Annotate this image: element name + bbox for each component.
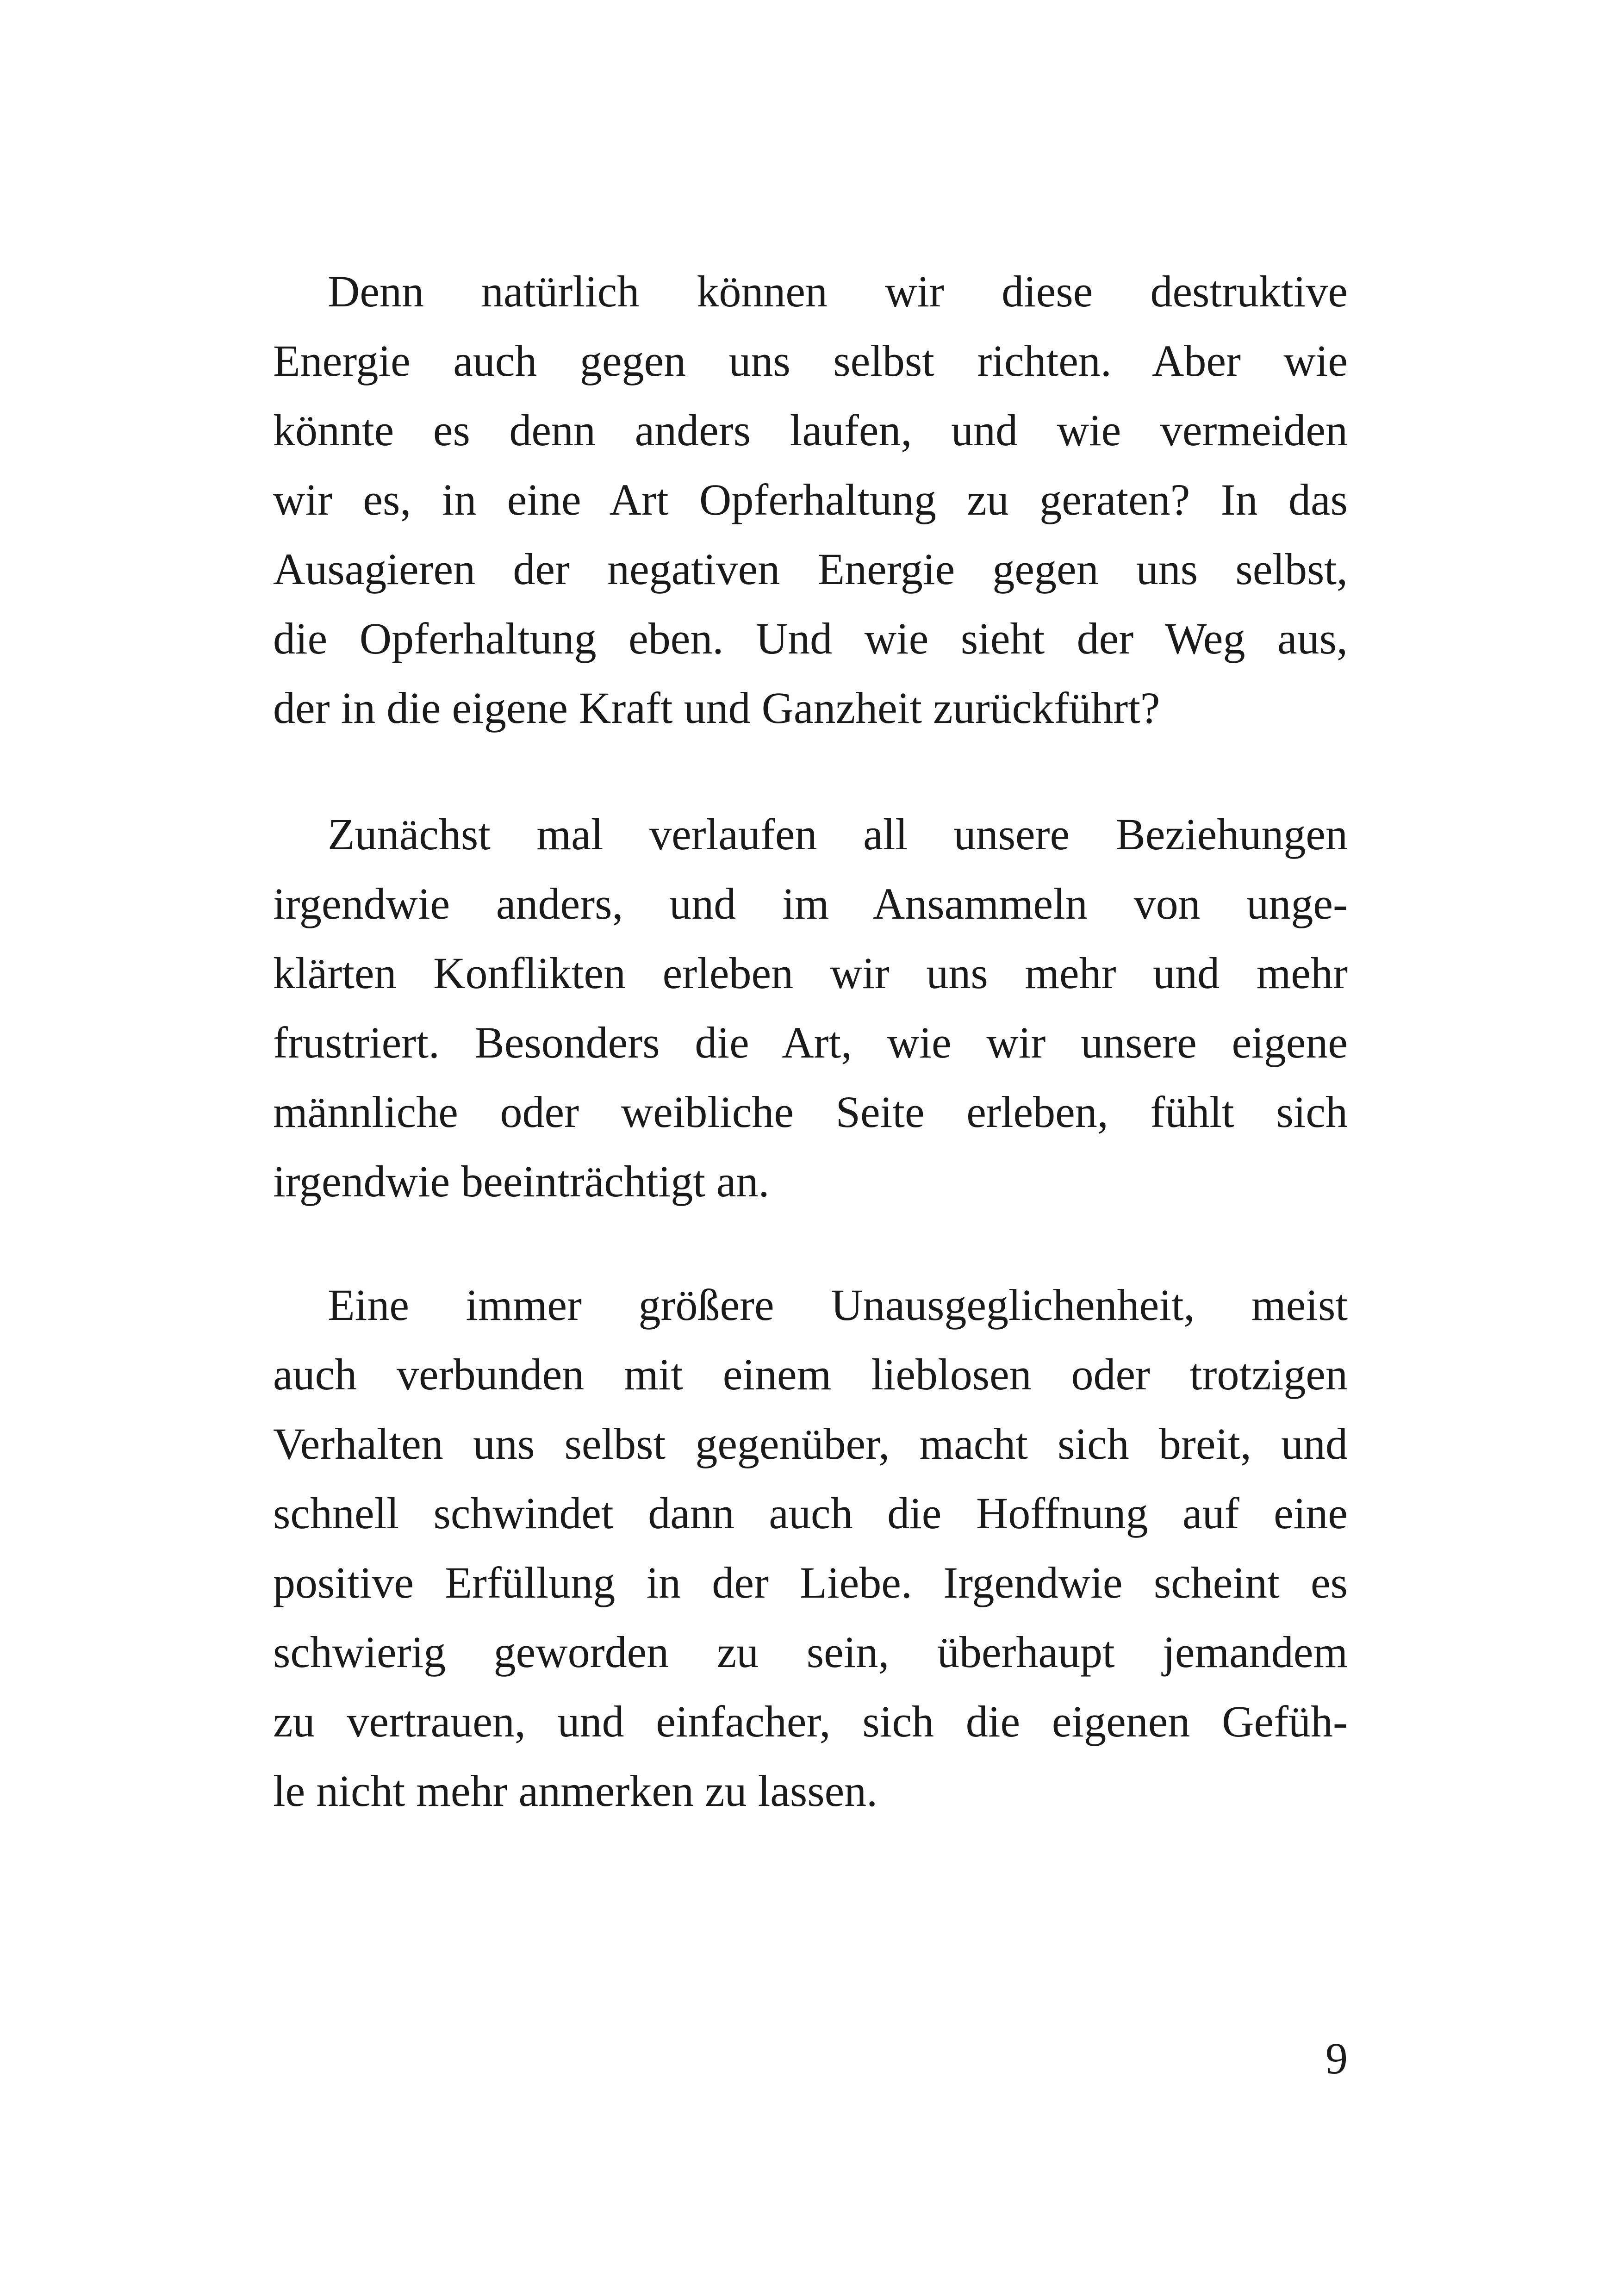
text-line: irgendwie beeinträchtigt an. [273, 1157, 770, 1206]
text-line: irgendwie anders, und im Ansammeln von unge- [273, 879, 1348, 928]
text-line: Denn natürlich können wir diese destruktive [328, 267, 1348, 316]
text-line: le nicht mehr anmerken zu lassen. [273, 1766, 878, 1816]
text-line: schnell schwindet dann auch die Hoffnung auf eine [273, 1488, 1348, 1538]
text-line: Ausagieren der negativen Energie gegen uns selbst, [273, 544, 1348, 594]
text-line: Zunächst mal verlaufen all unsere Beziehungen [328, 809, 1348, 859]
text-line: klärten Konflikten erleben wir uns mehr und mehr [273, 948, 1348, 998]
paragraph-3 [273, 1270, 1348, 1826]
paragraph-2 [273, 800, 1348, 1216]
text-line: auch verbunden mit einem lieblosen oder trotzigen [273, 1350, 1348, 1399]
text-line: Energie auch gegen uns selbst richten. Aber wie [273, 336, 1348, 386]
text-line: schwierig geworden zu sein, überhaupt jemandem [273, 1627, 1348, 1677]
text-line: der in die eigene Kraft und Ganzheit zurückführt? [273, 683, 1160, 733]
text-line: zu vertrauen, und einfacher, sich die eigenen Gefüh- [273, 1697, 1348, 1746]
text-line: frustriert. Besonders die Art, wie wir unsere eigene [273, 1018, 1348, 1067]
text-line: die Opferhaltung eben. Und wie sieht der Weg aus, [273, 614, 1348, 663]
text-line: männliche oder weibliche Seite erleben, fühlt sich [273, 1087, 1348, 1137]
text-line: Verhalten uns selbst gegenüber, macht sich breit, und [273, 1419, 1348, 1468]
text-line: wir es, in eine Art Opferhaltung zu geraten? In das [273, 475, 1348, 524]
paragraph-1 [273, 257, 1348, 743]
page-number: 9 [1326, 2034, 1348, 2083]
text-line: Eine immer größere Unausgeglichenheit, meist [328, 1280, 1348, 1330]
text-line: könnte es denn anders laufen, und wie vermeiden [273, 405, 1348, 455]
text-line: positive Erfüllung in der Liebe. Irgendwie scheint es [273, 1558, 1348, 1607]
